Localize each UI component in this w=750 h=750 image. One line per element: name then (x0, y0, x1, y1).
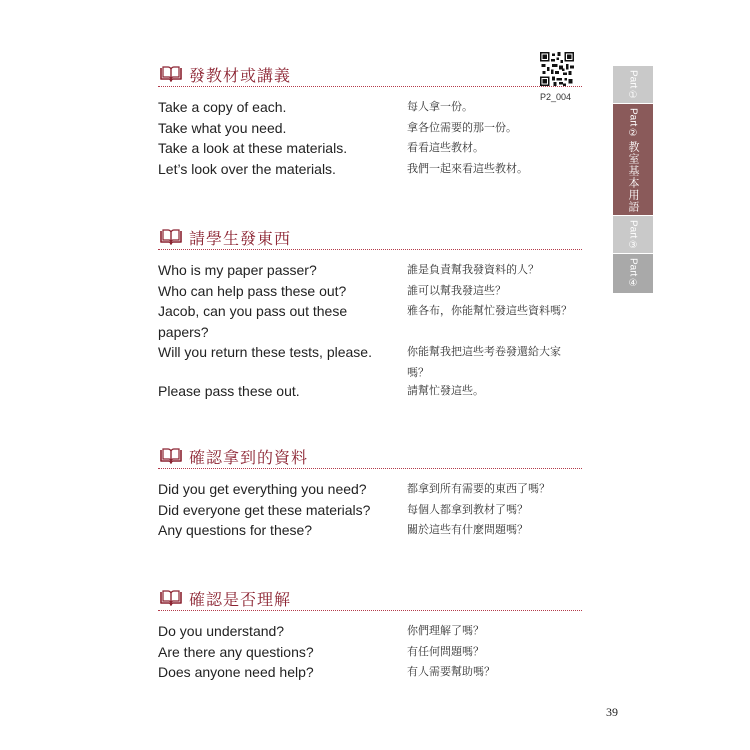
section-title: 確認是否理解 (189, 590, 292, 609)
chinese-translation: 都拿到所有需要的東西了嗎？ (407, 482, 550, 495)
english-phrase: Take what you need. (158, 119, 287, 136)
phrase-row (158, 342, 582, 379)
tab-part-label: Part (627, 70, 639, 89)
chinese-translation: 我們一起來看這些教材。 (407, 161, 528, 175)
tab-part-1[interactable] (613, 66, 653, 104)
english-phrase: Did you get everything you need? (158, 481, 367, 497)
part-tabs (613, 66, 653, 294)
tab-part-title: 教室基本用語 (627, 141, 640, 214)
english-phrase: Any questions for these? (158, 522, 313, 538)
tab-part-2[interactable] (613, 104, 653, 216)
phrase-row (158, 301, 582, 342)
chinese-translation: 雅各布，你能幫忙發這些資料嗎？ (407, 304, 572, 317)
tab-part-label: Part (627, 108, 639, 127)
chinese-translation: 你們理解了嗎？ (407, 624, 484, 637)
phrase-row (158, 381, 582, 402)
chinese-translation: 有人需要幫助嗎？ (407, 665, 495, 678)
chinese-translation: 請幫忙發這些。 (407, 383, 484, 397)
section-ask-students-to-distribute (158, 227, 582, 399)
phrase-list (158, 260, 582, 401)
english-phrase: Are there any questions? (158, 643, 314, 660)
phrase-list (158, 97, 582, 179)
phrase-row (158, 159, 582, 180)
phrase-list (158, 479, 582, 541)
qr-label: P2_004 (540, 92, 572, 102)
tab-part-number: ③ (628, 240, 638, 252)
chinese-translation: 關於這些有什麼問題嗎？ (407, 523, 528, 536)
english-phrase: Please pass these out. (158, 382, 300, 399)
open-book-icon (160, 66, 182, 82)
page-number: 39 (606, 705, 618, 719)
english-phrase: Who is my paper passer? (158, 262, 317, 278)
english-phrase: Jacob, can you pass out these papers? (158, 303, 348, 340)
open-book-icon (160, 448, 182, 464)
section-title: 請學生發東西 (189, 229, 292, 248)
open-book-icon (160, 229, 182, 245)
phrase-row (158, 520, 582, 541)
chinese-translation: 有任何問題嗎？ (407, 644, 484, 658)
open-book-icon (160, 590, 182, 606)
section-title: 發教材或講義 (189, 66, 292, 85)
tab-part-number: ② (628, 128, 638, 140)
chinese-translation: 誰是負責幫我發資料的人？ (407, 263, 539, 276)
chinese-translation: 看看這些教材。 (407, 141, 484, 154)
english-phrase: Will you return these tests, please. (158, 344, 372, 360)
section-confirm-materials (158, 446, 582, 538)
tab-part-3[interactable] (613, 216, 653, 254)
tab-part-4[interactable] (613, 254, 653, 294)
phrase-row (158, 138, 582, 159)
tab-part-label: Part (627, 258, 639, 277)
section-check-understanding (158, 588, 582, 680)
section-title: 確認拿到的資料 (189, 448, 309, 467)
phrase-row (158, 97, 582, 118)
tab-part-label: Part (627, 220, 639, 239)
dotted-divider (158, 249, 582, 250)
english-phrase: Do you understand? (158, 623, 285, 639)
english-phrase: Did everyone get these materials? (158, 501, 371, 518)
english-phrase: Does anyone need help? (158, 664, 314, 680)
phrase-row (158, 621, 582, 642)
chinese-translation: 誰可以幫我發這些？ (407, 283, 506, 297)
phrase-list (158, 621, 582, 683)
dotted-divider (158, 610, 582, 611)
chinese-translation: 每個人都拿到教材了嗎？ (407, 502, 528, 516)
english-phrase: Take a look at these materials. (158, 140, 348, 156)
english-phrase: Take a copy of each. (158, 99, 287, 115)
chinese-translation: 拿各位需要的那一份。 (407, 120, 517, 134)
chinese-translation: 你能幫我把這些考卷發還給大家嗎？ (407, 345, 561, 379)
phrase-row (158, 281, 582, 302)
phrase-row (158, 642, 582, 663)
phrase-row (158, 662, 582, 683)
english-phrase: Let’s look over the materials. (158, 160, 336, 177)
dotted-divider (158, 86, 582, 87)
chinese-translation: 每人拿一份。 (407, 100, 473, 113)
phrase-row (158, 118, 582, 139)
tab-part-number: ① (628, 90, 638, 102)
phrase-row (158, 260, 582, 281)
phrase-row (158, 479, 582, 500)
english-phrase: Who can help pass these out? (158, 282, 347, 299)
dotted-divider (158, 468, 582, 469)
tab-part-number: ④ (628, 278, 638, 290)
phrase-row (158, 500, 582, 521)
